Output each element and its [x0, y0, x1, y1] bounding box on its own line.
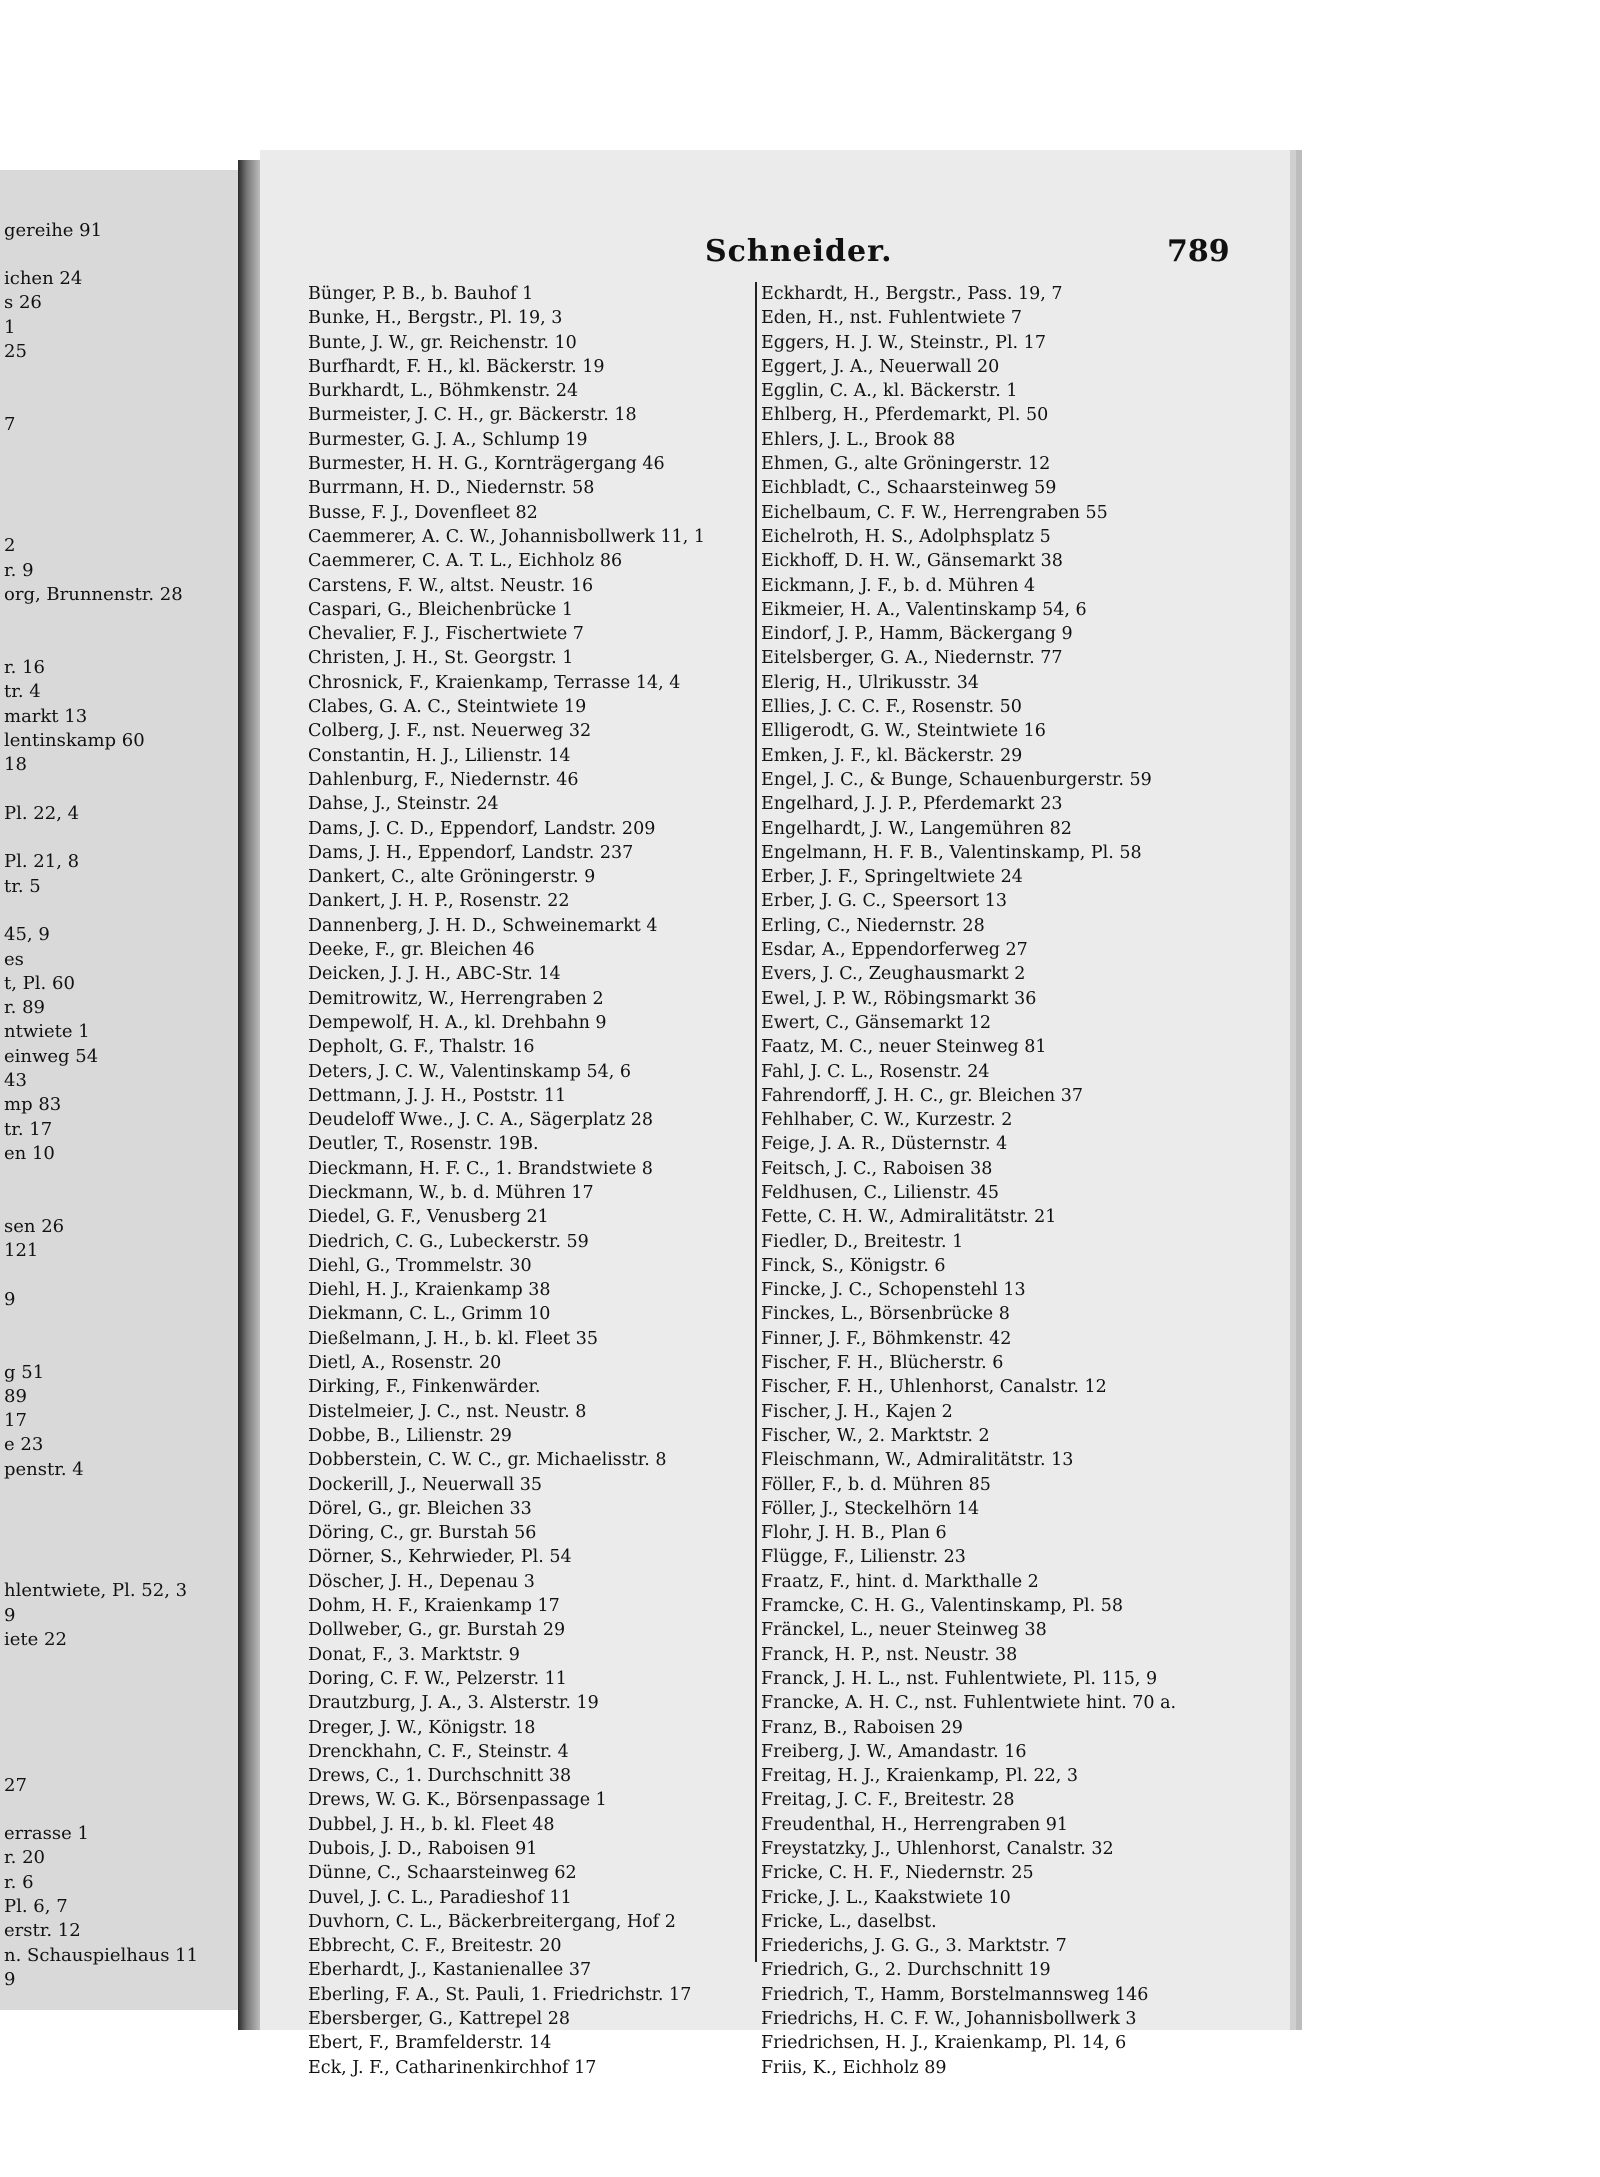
- directory-entry: Dubois, J. D., Raboisen 91: [308, 1839, 538, 1859]
- directory-entry: Fischer, W., 2. Marktstr. 2: [761, 1425, 990, 1446]
- directory-entry: Dreger, J. W., Königstr. 18: [308, 1717, 536, 1738]
- directory-entry: Caspari, G., Bleichenbrücke 1: [308, 599, 573, 620]
- directory-entry: Elligerodt, G. W., Steintwiete 16: [761, 721, 1046, 742]
- directory-entry: Fette, C. H. W., Admiralitätstr. 21: [761, 1207, 1057, 1228]
- directory-entry: Dobbe, B., Lilienstr. 29: [308, 1425, 512, 1446]
- directory-entry: Fränckel, L., neuer Steinweg 38: [761, 1620, 1047, 1641]
- directory-entry: Eggers, H. J. W., Steinstr., Pl. 17: [761, 332, 1046, 353]
- left-page-line: tr. 17: [4, 1118, 53, 1140]
- directory-entry: Dieckmann, H. F. C., 1. Brandstwiete 8: [308, 1158, 653, 1179]
- directory-entry: Framcke, C. H. G., Valentinskamp, Pl. 58: [761, 1596, 1124, 1617]
- directory-entry: Freystatzky, J., Uhlenhorst, Canalstr. 32: [761, 1839, 1114, 1859]
- directory-entry: Eichelbaum, C. F. W., Herrengraben 55: [761, 502, 1108, 523]
- directory-entry: Deutler, T., Rosenstr. 19B.: [308, 1134, 539, 1155]
- left-page-line: [0, 1725, 238, 1749]
- left-page-line: r. 89: [4, 997, 45, 1019]
- left-page-line: ichen 24: [4, 268, 83, 290]
- directory-entry: Carstens, F. W., altst. Neustr. 16: [308, 575, 594, 596]
- left-page-line: [0, 437, 238, 461]
- page-header: Schneider.: [705, 234, 893, 269]
- directory-entry: Distelmeier, J. C., nst. Neustr. 8: [308, 1401, 587, 1422]
- directory-entry: Demitrowitz, W., Herrengraben 2: [308, 988, 604, 1009]
- directory-entry: Colberg, J. F., nst. Neuerweg 32: [308, 721, 592, 742]
- directory-entry: Diedel, G. F., Venusberg 21: [308, 1207, 549, 1228]
- directory-entry: Fincke, J. C., Schopenstehl 13: [761, 1280, 1026, 1301]
- left-page-line: 9: [4, 1604, 16, 1626]
- left-page-line: [0, 1701, 238, 1725]
- directory-entry: Flohr, J. H. B., Plan 6: [761, 1523, 947, 1544]
- left-page-line: tr. 4: [4, 681, 41, 703]
- left-page-line: ntwiete 1: [4, 1021, 90, 1043]
- directory-entry: Burrmann, H. D., Niedernstr. 58: [308, 478, 595, 499]
- left-page-line: r. 20: [4, 1847, 45, 1869]
- left-page-line: 18: [4, 754, 27, 776]
- directory-entry: Deters, J. C. W., Valentinskamp 54, 6: [308, 1061, 632, 1082]
- left-page-line: Pl. 21, 8: [4, 851, 80, 873]
- left-page-line: 121: [4, 1240, 39, 1262]
- directory-entry: Chrosnick, F., Kraienkamp, Terrasse 14, 4: [308, 672, 681, 693]
- directory-entry: Bünger, P. B., b. Bauhof 1: [308, 284, 534, 304]
- left-page-line: [0, 389, 238, 413]
- directory-entry: Dörner, S., Kehrwieder, Pl. 54: [308, 1547, 572, 1568]
- directory-entry: Bunte, J. W., gr. Reichenstr. 10: [308, 332, 577, 353]
- directory-entry: Flügge, F., Lilienstr. 23: [761, 1547, 966, 1568]
- directory-entry: Elerig, H., Ulrikusstr. 34: [761, 672, 979, 693]
- directory-entry: Diedrich, C. G., Lubeckerstr. 59: [308, 1231, 589, 1252]
- directory-entry: Eberling, F. A., St. Pauli, 1. Friedrichstr. 17: [308, 1984, 692, 2005]
- directory-entry: Freitag, J. C. F., Breitestr. 28: [761, 1790, 1015, 1811]
- directory-entry: Ellies, J. C. C. F., Rosenstr. 50: [761, 697, 1022, 718]
- left-page-line: mp 83: [4, 1094, 62, 1116]
- directory-entry: Dempewolf, H. A., kl. Drehbahn 9: [308, 1012, 607, 1033]
- left-page-line: 7: [4, 413, 16, 435]
- directory-entry: Dirking, F., Finkenwärder.: [308, 1377, 541, 1398]
- directory-entry: Finner, J. F., Böhmkenstr. 42: [761, 1328, 1012, 1349]
- left-page-line: r. 6: [4, 1871, 34, 1893]
- directory-entry: Eden, H., nst. Fuhlentwiete 7: [761, 308, 1023, 329]
- left-page-line: [0, 607, 238, 631]
- directory-entry: Dubbel, J. H., b. kl. Fleet 48: [308, 1814, 555, 1835]
- directory-entry: Franck, J. H. L., nst. Fuhlentwiete, Pl. 115, 9: [761, 1668, 1158, 1689]
- left-page-line: [0, 243, 238, 267]
- directory-entry: Constantin, H. J., Lilienstr. 14: [308, 745, 571, 766]
- directory-entry: Finckes, L., Börsenbrücke 8: [761, 1304, 1010, 1325]
- directory-entry: Ewel, J. P. W., Röbingsmarkt 36: [761, 988, 1037, 1009]
- directory-entry: Ebert, F., Bramfelderstr. 14: [308, 2033, 552, 2054]
- directory-entry: Doring, C. F. W., Pelzerstr. 11: [308, 1668, 567, 1689]
- directory-entry: Dobberstein, C. W. C., gr. Michaelisstr. 8: [308, 1450, 667, 1471]
- left-page-line: t, Pl. 60: [4, 972, 75, 994]
- left-page-line: [0, 826, 238, 850]
- directory-entry: Erber, J. G. C., Speersort 13: [761, 891, 1007, 912]
- directory-entry: Caemmerer, C. A. T. L., Eichholz 86: [308, 551, 623, 572]
- directory-entry: Dörel, G., gr. Bleichen 33: [308, 1498, 532, 1519]
- directory-entry: Dahlenburg, F., Niedernstr. 46: [308, 769, 579, 790]
- directory-entry: Dahse, J., Steinstr. 24: [308, 794, 499, 815]
- directory-entry: Duvel, J. C. L., Paradieshof 11: [308, 1887, 572, 1908]
- left-page-line: [0, 1336, 238, 1360]
- left-page-line: [0, 510, 238, 534]
- left-page-line: einweg 54: [4, 1045, 99, 1067]
- directory-entry: Feige, J. A. R., Düsternstr. 4: [761, 1134, 1008, 1155]
- directory-entry: Dietl, A., Rosenstr. 20: [308, 1353, 502, 1374]
- directory-entry: Engelmann, H. F. B., Valentinskamp, Pl. 58: [761, 842, 1142, 863]
- left-page-line: 9: [4, 1968, 16, 1990]
- left-page-line: e 23: [4, 1434, 44, 1456]
- left-page-line: [0, 777, 238, 801]
- directory-entry: Freudenthal, H., Herrengraben 91: [761, 1814, 1069, 1835]
- left-page-line: [0, 194, 238, 218]
- left-page-line: r. 16: [4, 656, 45, 678]
- directory-entry: Eck, J. F., Catharinenkirchhof 17: [308, 2057, 597, 2078]
- left-page-line: org, Brunnenstr. 28: [4, 584, 183, 606]
- directory-entry: Eichbladt, C., Schaarsteinweg 59: [761, 478, 1057, 499]
- directory-entry: Friis, K., Eichholz 89: [761, 2057, 947, 2078]
- directory-entry: Engelhardt, J. W., Langemühren 82: [761, 818, 1072, 839]
- book-gutter: [238, 160, 260, 2030]
- left-page-line: penstr. 4: [4, 1458, 84, 1480]
- directory-entry: Fiedler, D., Breitestr. 1: [761, 1231, 964, 1252]
- directory-entry: Ewert, C., Gänsemarkt 12: [761, 1012, 991, 1033]
- directory-entry: Drenckhahn, C. F., Steinstr. 4: [308, 1741, 569, 1762]
- directory-entry: Dams, J. H., Eppendorf, Landstr. 237: [308, 842, 634, 863]
- left-page-line: iete 22: [4, 1628, 67, 1650]
- directory-entry: Burkhardt, L., Böhmkenstr. 24: [308, 381, 579, 402]
- left-page-line: [0, 170, 238, 194]
- directory-entry: Deicken, J. J. H., ABC-Str. 14: [308, 964, 561, 985]
- directory-entry: Fleischmann, W., Admiralitätstr. 13: [761, 1450, 1074, 1471]
- directory-entry: Fischer, J. H., Kajen 2: [761, 1401, 953, 1422]
- left-page-line: [0, 899, 238, 923]
- directory-entry: Depholt, G. F., Thalstr. 16: [308, 1037, 535, 1058]
- left-page-line: [0, 1190, 238, 1214]
- directory-entry: Fricke, J. L., Kaakstwiete 10: [761, 1887, 1011, 1908]
- left-page-line: [0, 632, 238, 656]
- directory-entry: Friederichs, J. G. G., 3. Marktstr. 7: [761, 1936, 1067, 1957]
- directory-entry: Fraatz, F., hint. d. Markthalle 2: [761, 1571, 1039, 1592]
- left-page-line: [0, 1749, 238, 1773]
- left-page-line: es: [4, 948, 24, 970]
- directory-entry: Döscher, J. H., Depenau 3: [308, 1571, 535, 1592]
- left-page-line: 43: [4, 1069, 27, 1091]
- directory-entry: Duvhorn, C. L., Bäckerbreitergang, Hof 2: [308, 1911, 676, 1932]
- left-page-line: [0, 364, 238, 388]
- directory-entry: Dankert, C., alte Gröningerstr. 9: [308, 867, 596, 888]
- directory-entry: Emken, J. F., kl. Bäckerstr. 29: [761, 745, 1023, 766]
- directory-entry: Eickmann, J. F., b. d. Mühren 4: [761, 575, 1036, 596]
- directory-entry: Busse, F. J., Dovenfleet 82: [308, 502, 538, 523]
- left-page-line: g 51: [4, 1361, 45, 1383]
- directory-entry: Eikmeier, H. A., Valentinskamp 54, 6: [761, 599, 1087, 620]
- left-page-line: [0, 1798, 238, 1822]
- left-page-line: 2: [4, 535, 16, 557]
- directory-entry: Eckhardt, H., Bergstr., Pass. 19, 7: [761, 284, 1063, 304]
- directory-entry: Clabes, G. A. C., Steintwiete 19: [308, 697, 587, 718]
- directory-entry: Dohm, H. F., Kraienkamp 17: [308, 1596, 560, 1617]
- directory-entry: Drews, W. G. K., Börsenpassage 1: [308, 1790, 607, 1811]
- directory-entry: Feitsch, J. C., Raboisen 38: [761, 1158, 993, 1179]
- left-page-line: Pl. 6, 7: [4, 1896, 68, 1918]
- left-page-line: erstr. 12: [4, 1920, 81, 1942]
- left-page-line: [0, 1506, 238, 1530]
- directory-entry: Dünne, C., Schaarsteinweg 62: [308, 1863, 577, 1884]
- directory-entry: Döring, C., gr. Burstah 56: [308, 1523, 537, 1544]
- directory-entry: Erling, C., Niedernstr. 28: [761, 915, 985, 936]
- directory-entry: Eitelsberger, G. A., Niedernstr. 77: [761, 648, 1063, 669]
- directory-entry: Friedrich, T., Hamm, Borstelmannsweg 146: [761, 1984, 1149, 2005]
- left-page-line: en 10: [4, 1142, 55, 1164]
- left-page-line: [0, 1312, 238, 1336]
- directory-entry: Eberhardt, J., Kastanienallee 37: [308, 1960, 592, 1981]
- directory-entry: Ebersberger, G., Kattrepel 28: [308, 2009, 571, 2030]
- directory-entry: Diehl, G., Trommelstr. 30: [308, 1255, 532, 1276]
- left-page-line: 89: [4, 1385, 27, 1407]
- directory-entry: Fahrendorff, J. H. C., gr. Bleichen 37: [761, 1085, 1084, 1106]
- directory-entry: Dockerill, J., Neuerwall 35: [308, 1474, 543, 1495]
- left-page-line: gereihe 91: [4, 219, 103, 241]
- left-page-line: sen 26: [4, 1215, 65, 1237]
- left-page-line: 25: [4, 341, 27, 363]
- directory-entry: Eindorf, J. P., Hamm, Bäckergang 9: [761, 624, 1073, 645]
- directory-entry: Fricke, C. H. F., Niedernstr. 25: [761, 1863, 1034, 1884]
- directory-entry: Friedrichsen, H. J., Kraienkamp, Pl. 14, 6: [761, 2033, 1127, 2054]
- directory-entry: Ehlberg, H., Pferdemarkt, Pl. 50: [761, 405, 1049, 426]
- directory-entry: Diehl, H. J., Kraienkamp 38: [308, 1280, 551, 1301]
- directory-entry: Freitag, H. J., Kraienkamp, Pl. 22, 3: [761, 1766, 1079, 1787]
- directory-entry: Freiberg, J. W., Amandastr. 16: [761, 1741, 1027, 1762]
- directory-entry: Chevalier, F. J., Fischertwiete 7: [308, 624, 584, 645]
- directory-entry: Dettmann, J. J. H., Poststr. 11: [308, 1085, 567, 1106]
- left-page-line: [0, 1166, 238, 1190]
- directory-entry: Ehlers, J. L., Brook 88: [761, 429, 956, 450]
- left-page-line: hlentwiete, Pl. 52, 3: [4, 1580, 188, 1602]
- left-page-line: 9: [4, 1288, 16, 1310]
- left-page-line: errasse 1: [4, 1823, 89, 1845]
- directory-entry: Engelhard, J. J. P., Pferdemarkt 23: [761, 794, 1063, 815]
- directory-entry: Dollweber, G., gr. Burstah 29: [308, 1620, 566, 1641]
- directory-entry: Evers, J. C., Zeughausmarkt 2: [761, 964, 1026, 985]
- directory-entry: Esdar, A., Eppendorferweg 27: [761, 940, 1028, 961]
- directory-entry: Dießelmann, J. H., b. kl. Fleet 35: [308, 1328, 599, 1349]
- directory-entry: Caemmerer, A. C. W., Johannisbollwerk 11, 1: [308, 526, 705, 547]
- directory-entry: Dams, J. C. D., Eppendorf, Landstr. 209: [308, 818, 656, 839]
- directory-entry: Friedrich, G., 2. Durchschnitt 19: [761, 1960, 1051, 1981]
- directory-entry: Burmeister, J. C. H., gr. Bäckerstr. 18: [308, 405, 637, 426]
- directory-entry: Fricke, L., daselbst.: [761, 1911, 937, 1932]
- page-number: 789: [1167, 234, 1230, 269]
- directory-entry: Feldhusen, C., Lilienstr. 45: [761, 1182, 999, 1203]
- left-page-line: tr. 5: [4, 875, 41, 897]
- directory-entry: Fahl, J. C. L., Rosenstr. 24: [761, 1061, 990, 1082]
- directory-entry: Dankert, J. H. P., Rosenstr. 22: [308, 891, 570, 912]
- directory-entry: Dieckmann, W., b. d. Mühren 17: [308, 1182, 594, 1203]
- directory-entry: Bunke, H., Bergstr., Pl. 19, 3: [308, 308, 563, 329]
- directory-entry: Deeke, F., gr. Bleichen 46: [308, 940, 535, 961]
- left-page-line: Pl. 22, 4: [4, 802, 80, 824]
- directory-entry: Friedrichs, H. C. F. W., Johannisbollwerk 3: [761, 2009, 1137, 2030]
- directory-entry: Ebbrecht, C. F., Breitestr. 20: [308, 1936, 562, 1957]
- left-page-line: [0, 486, 238, 510]
- directory-entry: Deudeloff Wwe., J. C. A., Sägerplatz 28: [308, 1110, 654, 1131]
- left-page-line: [0, 462, 238, 486]
- directory-entry: Eggert, J. A., Neuerwall 20: [761, 356, 1000, 377]
- directory-entry: Faatz, M. C., neuer Steinweg 81: [761, 1037, 1047, 1058]
- directory-entry: Erber, J. F., Springeltwiete 24: [761, 867, 1023, 888]
- directory-entry: Diekmann, C. L., Grimm 10: [308, 1304, 551, 1325]
- directory-entry: Donat, F., 3. Marktstr. 9: [308, 1644, 520, 1665]
- left-page-line: [0, 1531, 238, 1555]
- directory-entry: Burmester, G. J. A., Schlump 19: [308, 429, 588, 450]
- directory-entry: Föller, J., Steckelhörn 14: [761, 1498, 980, 1519]
- directory-entry: Engel, J. C., & Bunge, Schauenburgerstr. 59: [761, 769, 1152, 790]
- left-page-line: 45, 9: [4, 924, 50, 946]
- directory-entry: Franck, H. P., nst. Neustr. 38: [761, 1644, 1018, 1665]
- left-page-line: [0, 1652, 238, 1676]
- directory-entry: Drews, C., 1. Durchschnitt 38: [308, 1766, 572, 1787]
- directory-entry: Ehmen, G., alte Gröningerstr. 12: [761, 454, 1051, 475]
- left-page-line: 1: [4, 316, 16, 338]
- left-page-line: lentinskamp 60: [4, 729, 145, 751]
- directory-entry: Eickhoff, D. H. W., Gänsemarkt 38: [761, 551, 1063, 572]
- directory-entry: Dannenberg, J. H. D., Schweinemarkt 4: [308, 915, 658, 936]
- left-page-line: [0, 1676, 238, 1700]
- left-page-line: s 26: [4, 292, 42, 314]
- column-left: [308, 282, 748, 2080]
- directory-entry: Föller, F., b. d. Mühren 85: [761, 1474, 991, 1495]
- directory-entry: Egglin, C. A., kl. Bäckerstr. 1: [761, 381, 1018, 402]
- left-page-fragment: [0, 170, 241, 2010]
- column-right: [755, 282, 1201, 2078]
- directory-entry: Drautzburg, J. A., 3. Alsterstr. 19: [308, 1693, 599, 1714]
- left-page-line: 27: [4, 1774, 27, 1796]
- left-page-line: [0, 1482, 238, 1506]
- left-page-line: [0, 1555, 238, 1579]
- left-page-line: 17: [4, 1410, 27, 1432]
- directory-entry: Christen, J. H., St. Georgstr. 1: [308, 648, 574, 669]
- directory-entry: Eichelroth, H. S., Adolphsplatz 5: [761, 526, 1051, 547]
- directory-entry: Franz, B., Raboisen 29: [761, 1717, 963, 1738]
- directory-entry: Finck, S., Königstr. 6: [761, 1255, 946, 1276]
- directory-entry: Fischer, F. H., Uhlenhorst, Canalstr. 12: [761, 1377, 1107, 1398]
- directory-entry: Burmester, H. H. G., Kornträgergang 46: [308, 454, 665, 475]
- left-page-line: markt 13: [4, 705, 88, 727]
- directory-entry: Fischer, F. H., Blücherstr. 6: [761, 1353, 1004, 1374]
- directory-entry: Burfhardt, F. H., kl. Bäckerstr. 19: [308, 356, 605, 377]
- left-page-line: n. Schauspielhaus 11: [4, 1944, 199, 1966]
- left-page-line: [0, 1263, 238, 1287]
- directory-entry: Francke, A. H. C., nst. Fuhlentwiete hint. 70 a.: [761, 1693, 1177, 1714]
- directory-entry: Fehlhaber, C. W., Kurzestr. 2: [761, 1110, 1013, 1131]
- left-page-line: r. 9: [4, 559, 34, 581]
